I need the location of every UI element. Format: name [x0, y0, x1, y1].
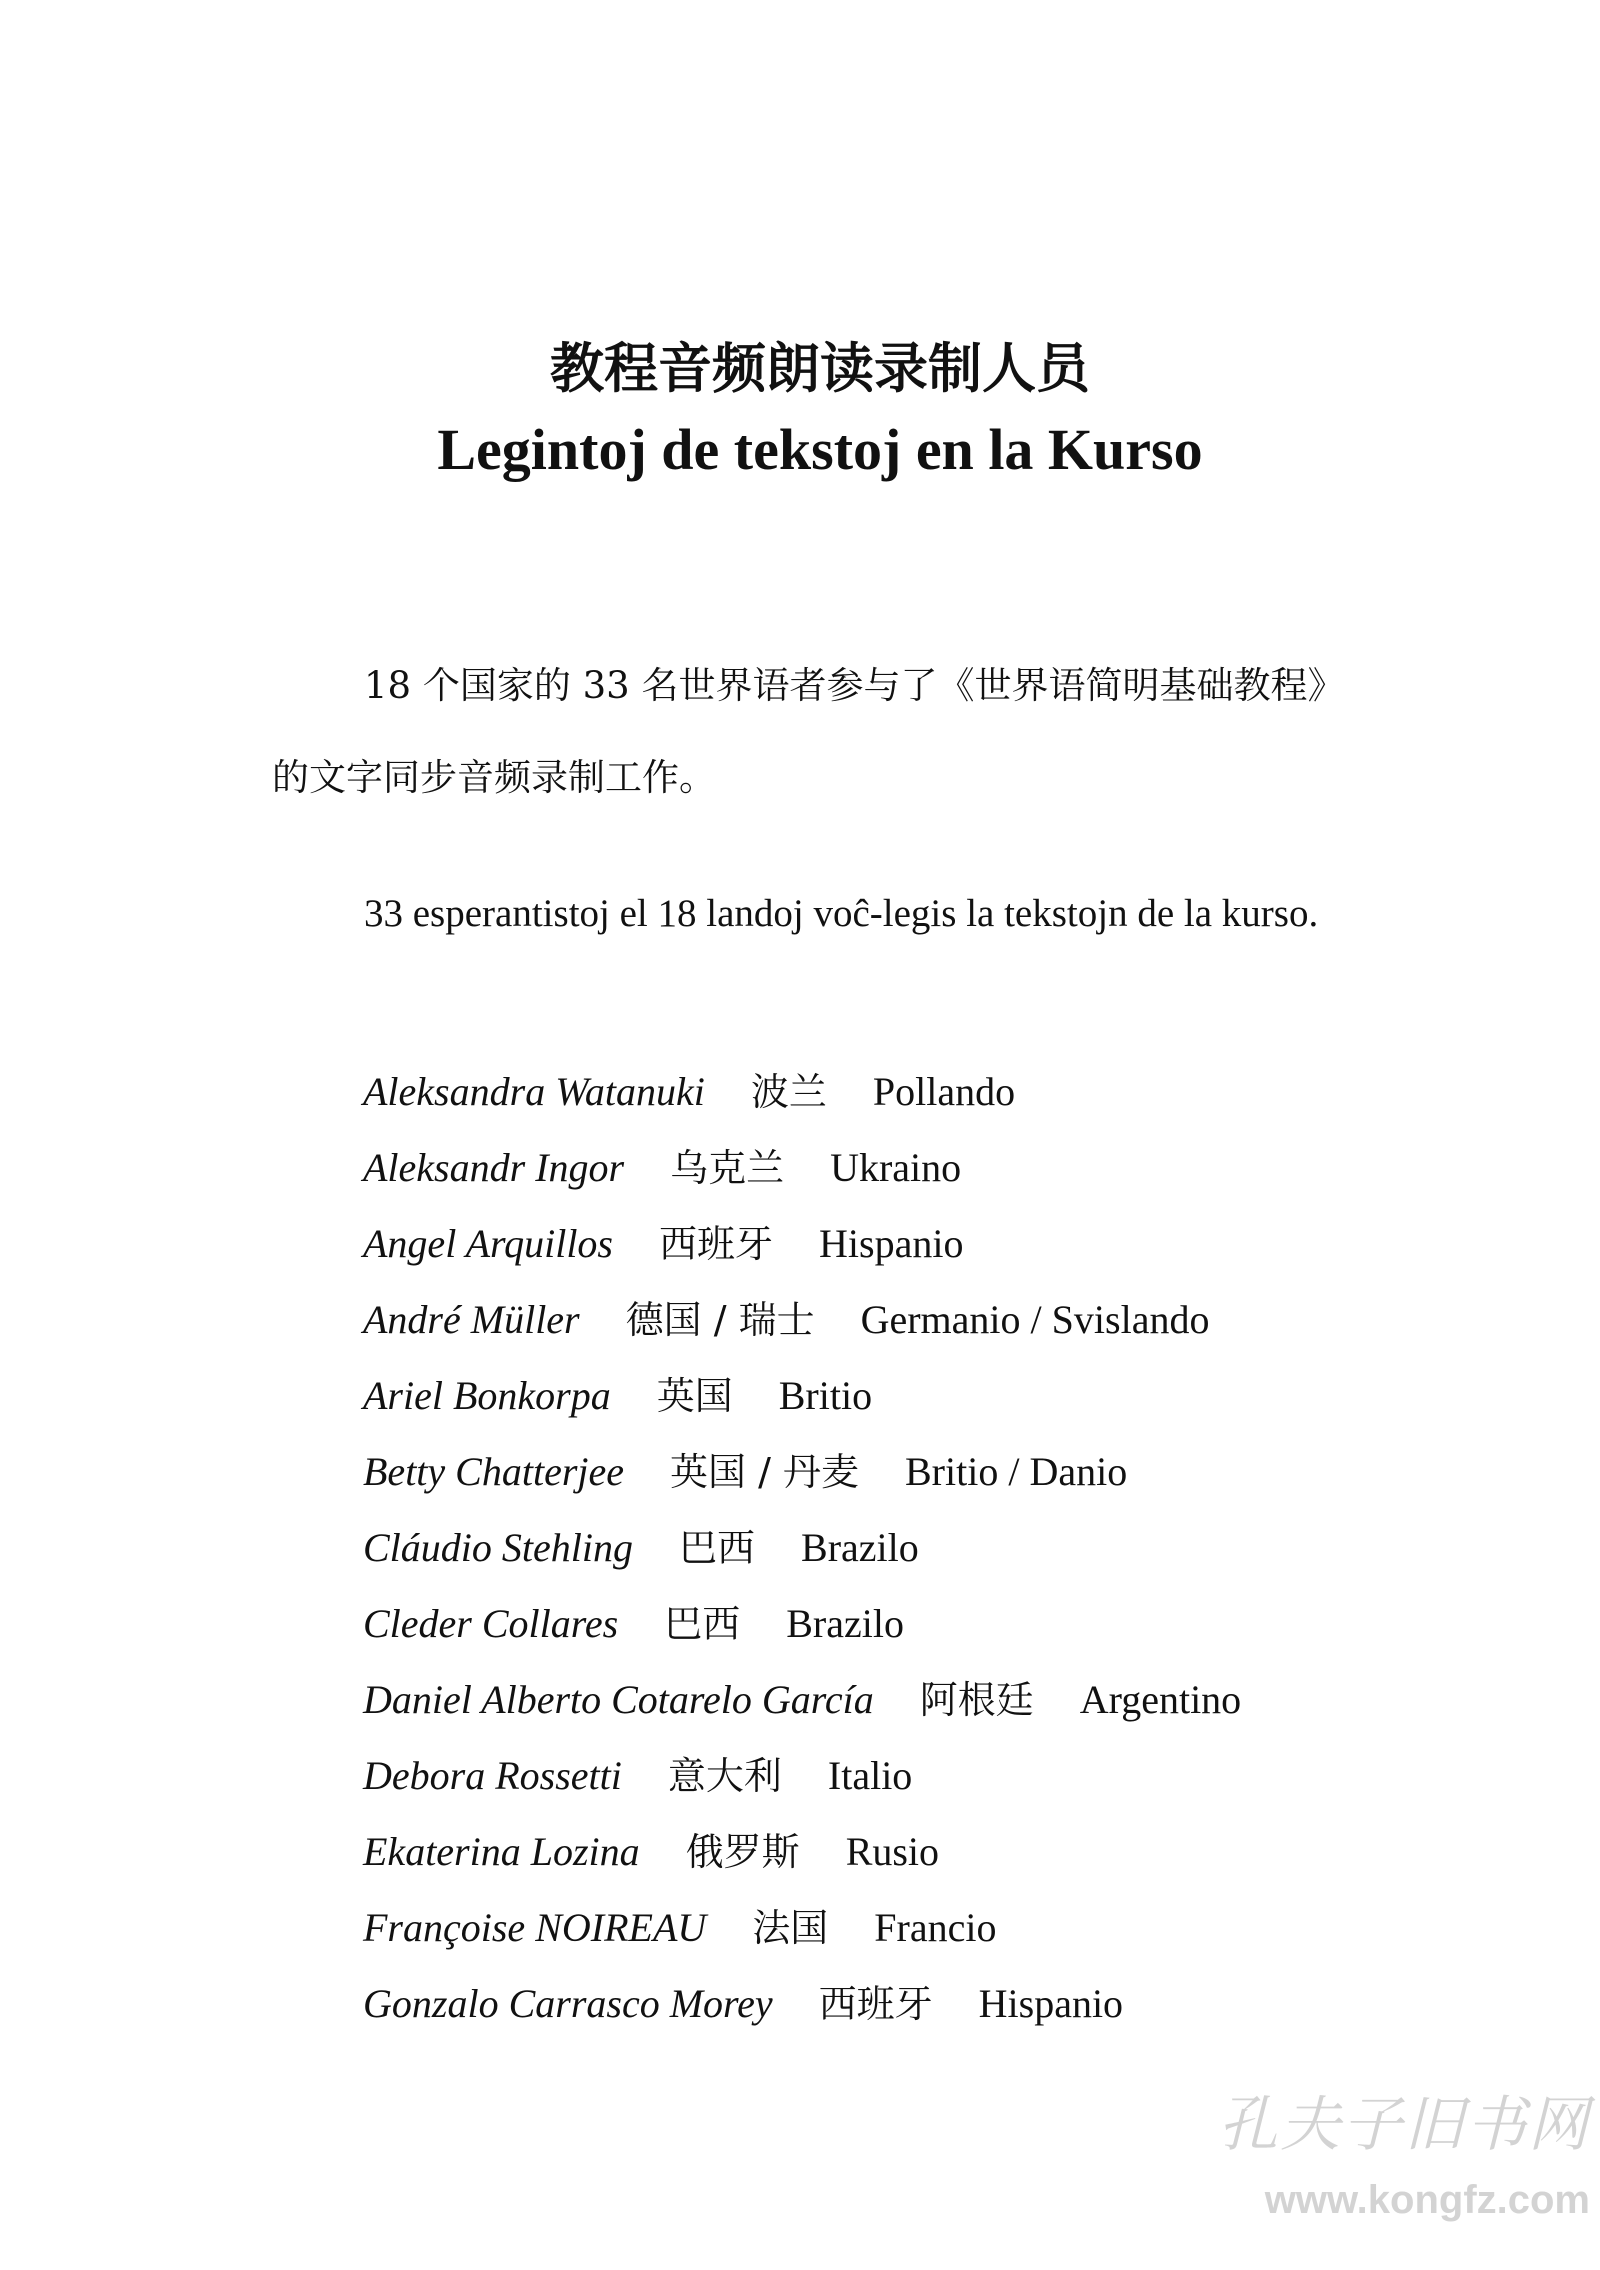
reader-country-chinese: 阿根廷 — [919, 1678, 1034, 1722]
reader-country-esperanto: Rusio — [845, 1829, 940, 1874]
reader-country-chinese: 波兰 — [750, 1070, 827, 1114]
reader-country-esperanto: Brazilo — [786, 1601, 904, 1646]
reader-item — [363, 1814, 1241, 1890]
reader-name: Cláudio Stehling — [363, 1525, 633, 1570]
reader-item — [363, 1130, 1241, 1206]
reader-item — [363, 1662, 1241, 1738]
reader-name: Angel Arquillos — [363, 1221, 613, 1266]
reader-name: Cleder Collares — [363, 1601, 619, 1646]
reader-name: Betty Chatterjee — [363, 1449, 625, 1494]
reader-country-esperanto: Hispanio — [819, 1221, 964, 1266]
reader-item — [363, 1434, 1241, 1510]
reader-item — [363, 1282, 1241, 1358]
reader-country-esperanto: Francio — [874, 1905, 997, 1950]
watermark — [1210, 2080, 1590, 2250]
reader-item — [363, 1890, 1241, 1966]
reader-country-esperanto: Germanio / Svislando — [860, 1297, 1210, 1342]
reader-item — [363, 1966, 1241, 2042]
reader-country-esperanto: Argentino — [1079, 1677, 1242, 1722]
reader-name: Debora Rossetti — [363, 1753, 622, 1798]
reader-country-chinese: 英国 — [656, 1374, 733, 1418]
reader-country-esperanto: Italio — [827, 1753, 913, 1798]
watermark-url: www.kongfz.com — [1264, 2178, 1590, 2222]
reader-item — [363, 1206, 1241, 1282]
reader-item — [363, 1358, 1241, 1434]
reader-name: Aleksandra Watanuki — [363, 1069, 705, 1114]
reader-country-chinese: 西班牙 — [659, 1222, 774, 1266]
reader-name: Aleksandr Ingor — [363, 1145, 625, 1190]
reader-country-chinese: 德国 / 瑞士 — [625, 1298, 815, 1342]
reader-country-chinese: 法国 — [752, 1906, 829, 1950]
watermark-name: 孔夫子旧书网 — [1218, 2090, 1590, 2160]
reader-country-esperanto: Ukraino — [830, 1145, 962, 1190]
reader-item — [363, 1738, 1241, 1814]
reader-item — [363, 1586, 1241, 1662]
reader-country-chinese: 西班牙 — [818, 1982, 933, 2026]
reader-country-esperanto: Hispanio — [978, 1981, 1124, 2026]
reader-country-esperanto: Britio — [778, 1373, 873, 1418]
reader-country-chinese: 巴西 — [664, 1602, 741, 1646]
reader-country-esperanto: Pollando — [872, 1069, 1016, 1114]
reader-name: Ariel Bonkorpa — [363, 1373, 611, 1418]
page-title-esperanto: Legintoj de tekstoj en la Kurso — [437, 417, 1203, 482]
reader-name: Gonzalo Carrasco Morey — [363, 1981, 773, 2026]
reader-name: André Müller — [363, 1297, 580, 1342]
reader-country-chinese: 乌克兰 — [670, 1146, 785, 1190]
reader-item — [363, 1510, 1241, 1586]
reader-country-esperanto: Britio / Danio — [904, 1449, 1128, 1494]
reader-name: Daniel Alberto Cotarelo García — [363, 1677, 874, 1722]
reader-name: Ekaterina Lozina — [363, 1829, 640, 1874]
reader-country-esperanto: Brazilo — [801, 1525, 919, 1570]
reader-name: Françoise NOIREAU — [363, 1905, 707, 1950]
reader-item — [363, 1054, 1241, 1130]
reader-country-chinese: 意大利 — [667, 1754, 782, 1798]
intro-paragraph-esperanto: 33 esperantistoj el 18 landoj voĉ-legis la tekstojn de la kurso. — [364, 892, 1319, 935]
reader-country-chinese: 俄罗斯 — [685, 1830, 800, 1874]
page-title-chinese: 教程音频朗读录制人员 — [550, 336, 1090, 400]
intro-paragraph-chinese: 18 个国家的 33 名世界语者参与了《世界语简明基础教程》的文字同步音频录制工作。 — [272, 664, 1345, 799]
reader-country-chinese: 巴西 — [679, 1526, 756, 1570]
reader-country-chinese: 英国 / 丹麦 — [670, 1450, 859, 1494]
reader-list — [363, 1054, 1241, 2042]
